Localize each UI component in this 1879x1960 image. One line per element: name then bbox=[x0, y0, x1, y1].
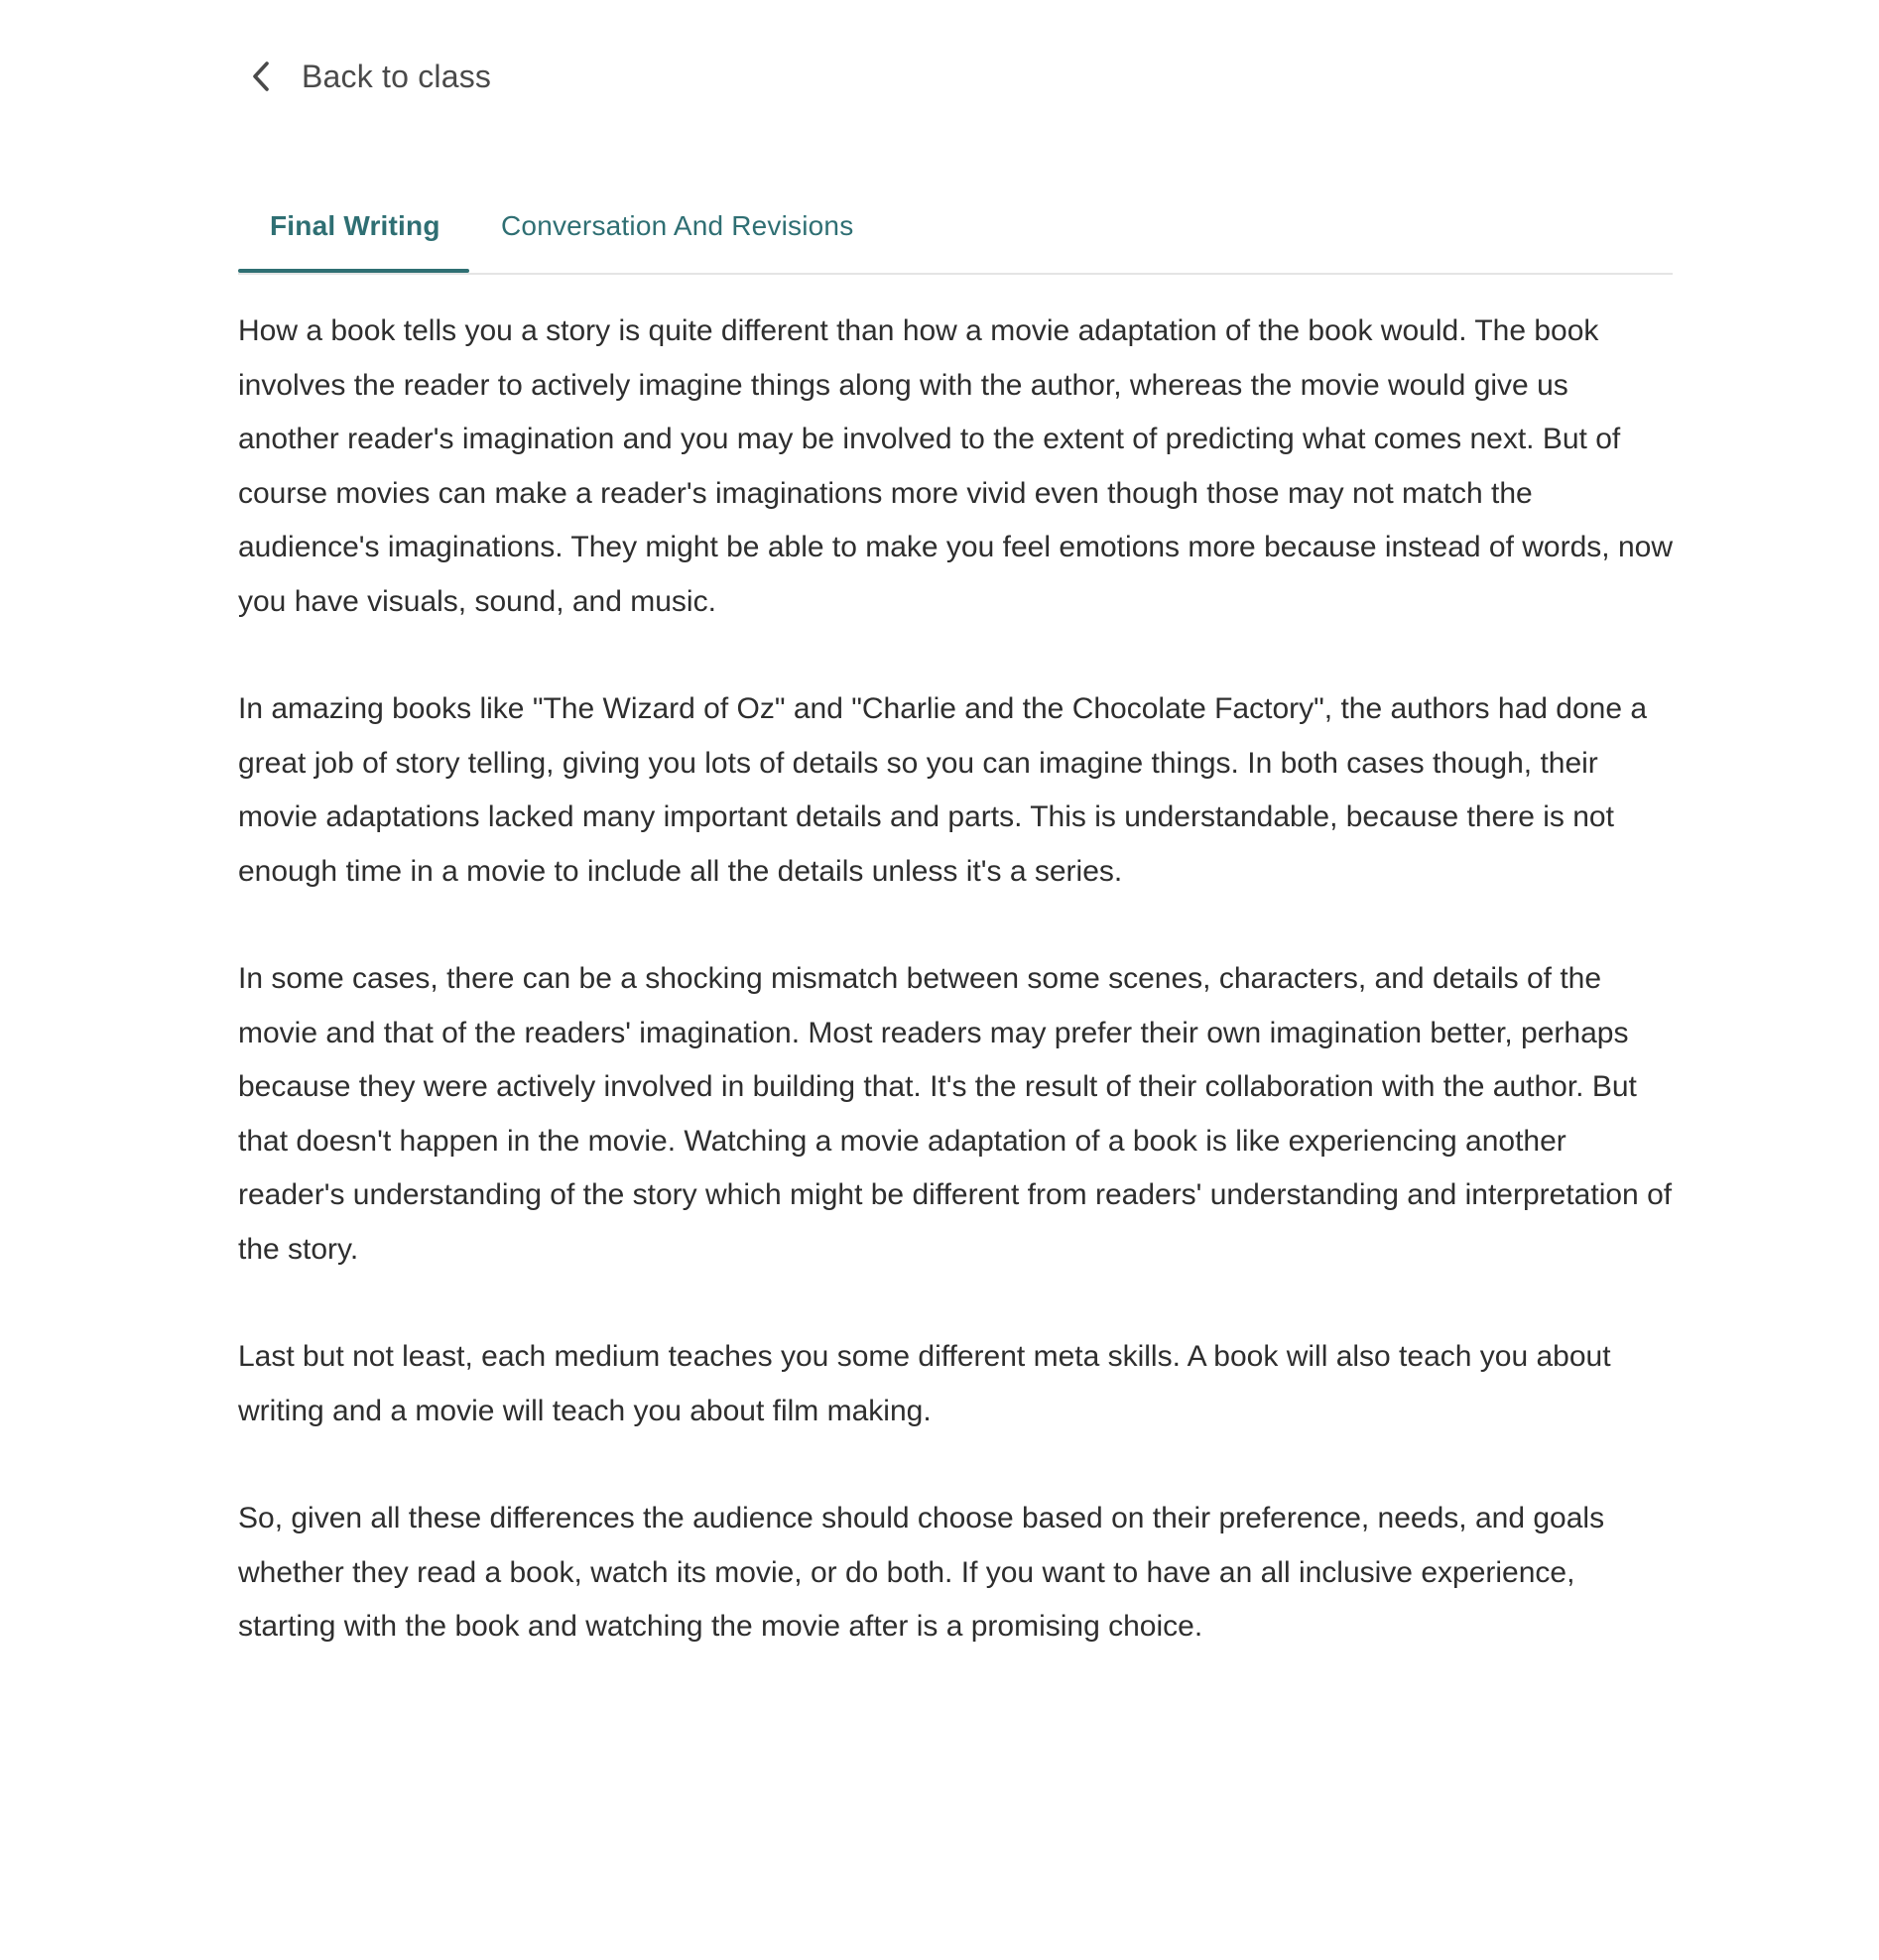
essay-content bbox=[238, 305, 1673, 1708]
essay-paragraph: Last but not least, each medium teaches you some different meta skills. A book will also teach you about writing and a movie will teach you about film making. bbox=[238, 1340, 1611, 1427]
essay-paragraph: How a book tells you a story is quite different than how a movie adaptation of the book would. The book involves the reader to actively imagine things along with the author, whereas the movie would give us another reader's imagination and you may be involved to the extent of predicting what comes next. But of course movies can make a reader's imaginations more vivid even though those may not match the audience's imaginations. They might be able to make you feel emotions more because instead of words, now you have visuals, sound, and music. bbox=[238, 314, 1673, 618]
tab-final-writing[interactable]: Final Writing bbox=[270, 209, 440, 241]
essay-paragraph: In some cases, there can be a shocking mismatch between some scenes, characters, and details of the movie and that of the readers' imagination. Most readers may prefer their own imagination better, perhaps because they were actively involved in building that. It's the result of their collaboration with the author. But that doesn't happen in the movie. Watching a movie adaptation of a book is like experiencing another reader's understanding of the story which might be different from readers' understanding and interpretation of the story. bbox=[238, 962, 1673, 1266]
back-to-class-link[interactable] bbox=[238, 52, 491, 101]
tab-conversation-and-revisions[interactable]: Conversation And Revisions bbox=[501, 209, 854, 241]
essay-paragraph: So, given all these differences the audience should choose based on their preference, needs, and goals whether they read a book, watch its movie, or do both. If you want to have an all inclusive experience, starting with the book and watching the movie after is a promising choice. bbox=[238, 1502, 1605, 1643]
active-tab-indicator bbox=[238, 269, 469, 273]
tab-bar bbox=[238, 179, 1673, 275]
chevron-left-icon bbox=[244, 60, 278, 93]
back-to-class-label: Back to class bbox=[302, 58, 492, 94]
essay-paragraph: In amazing books like "The Wizard of Oz" and "Charlie and the Chocolate Factory", the authors had done a great job of story telling, giving you lots of details so you can imagine things. In both cases though, their movie adaptations lacked many important details and parts. This is understandable, because there is not enough time in a movie to include all the details unless it's a series. bbox=[238, 692, 1648, 888]
